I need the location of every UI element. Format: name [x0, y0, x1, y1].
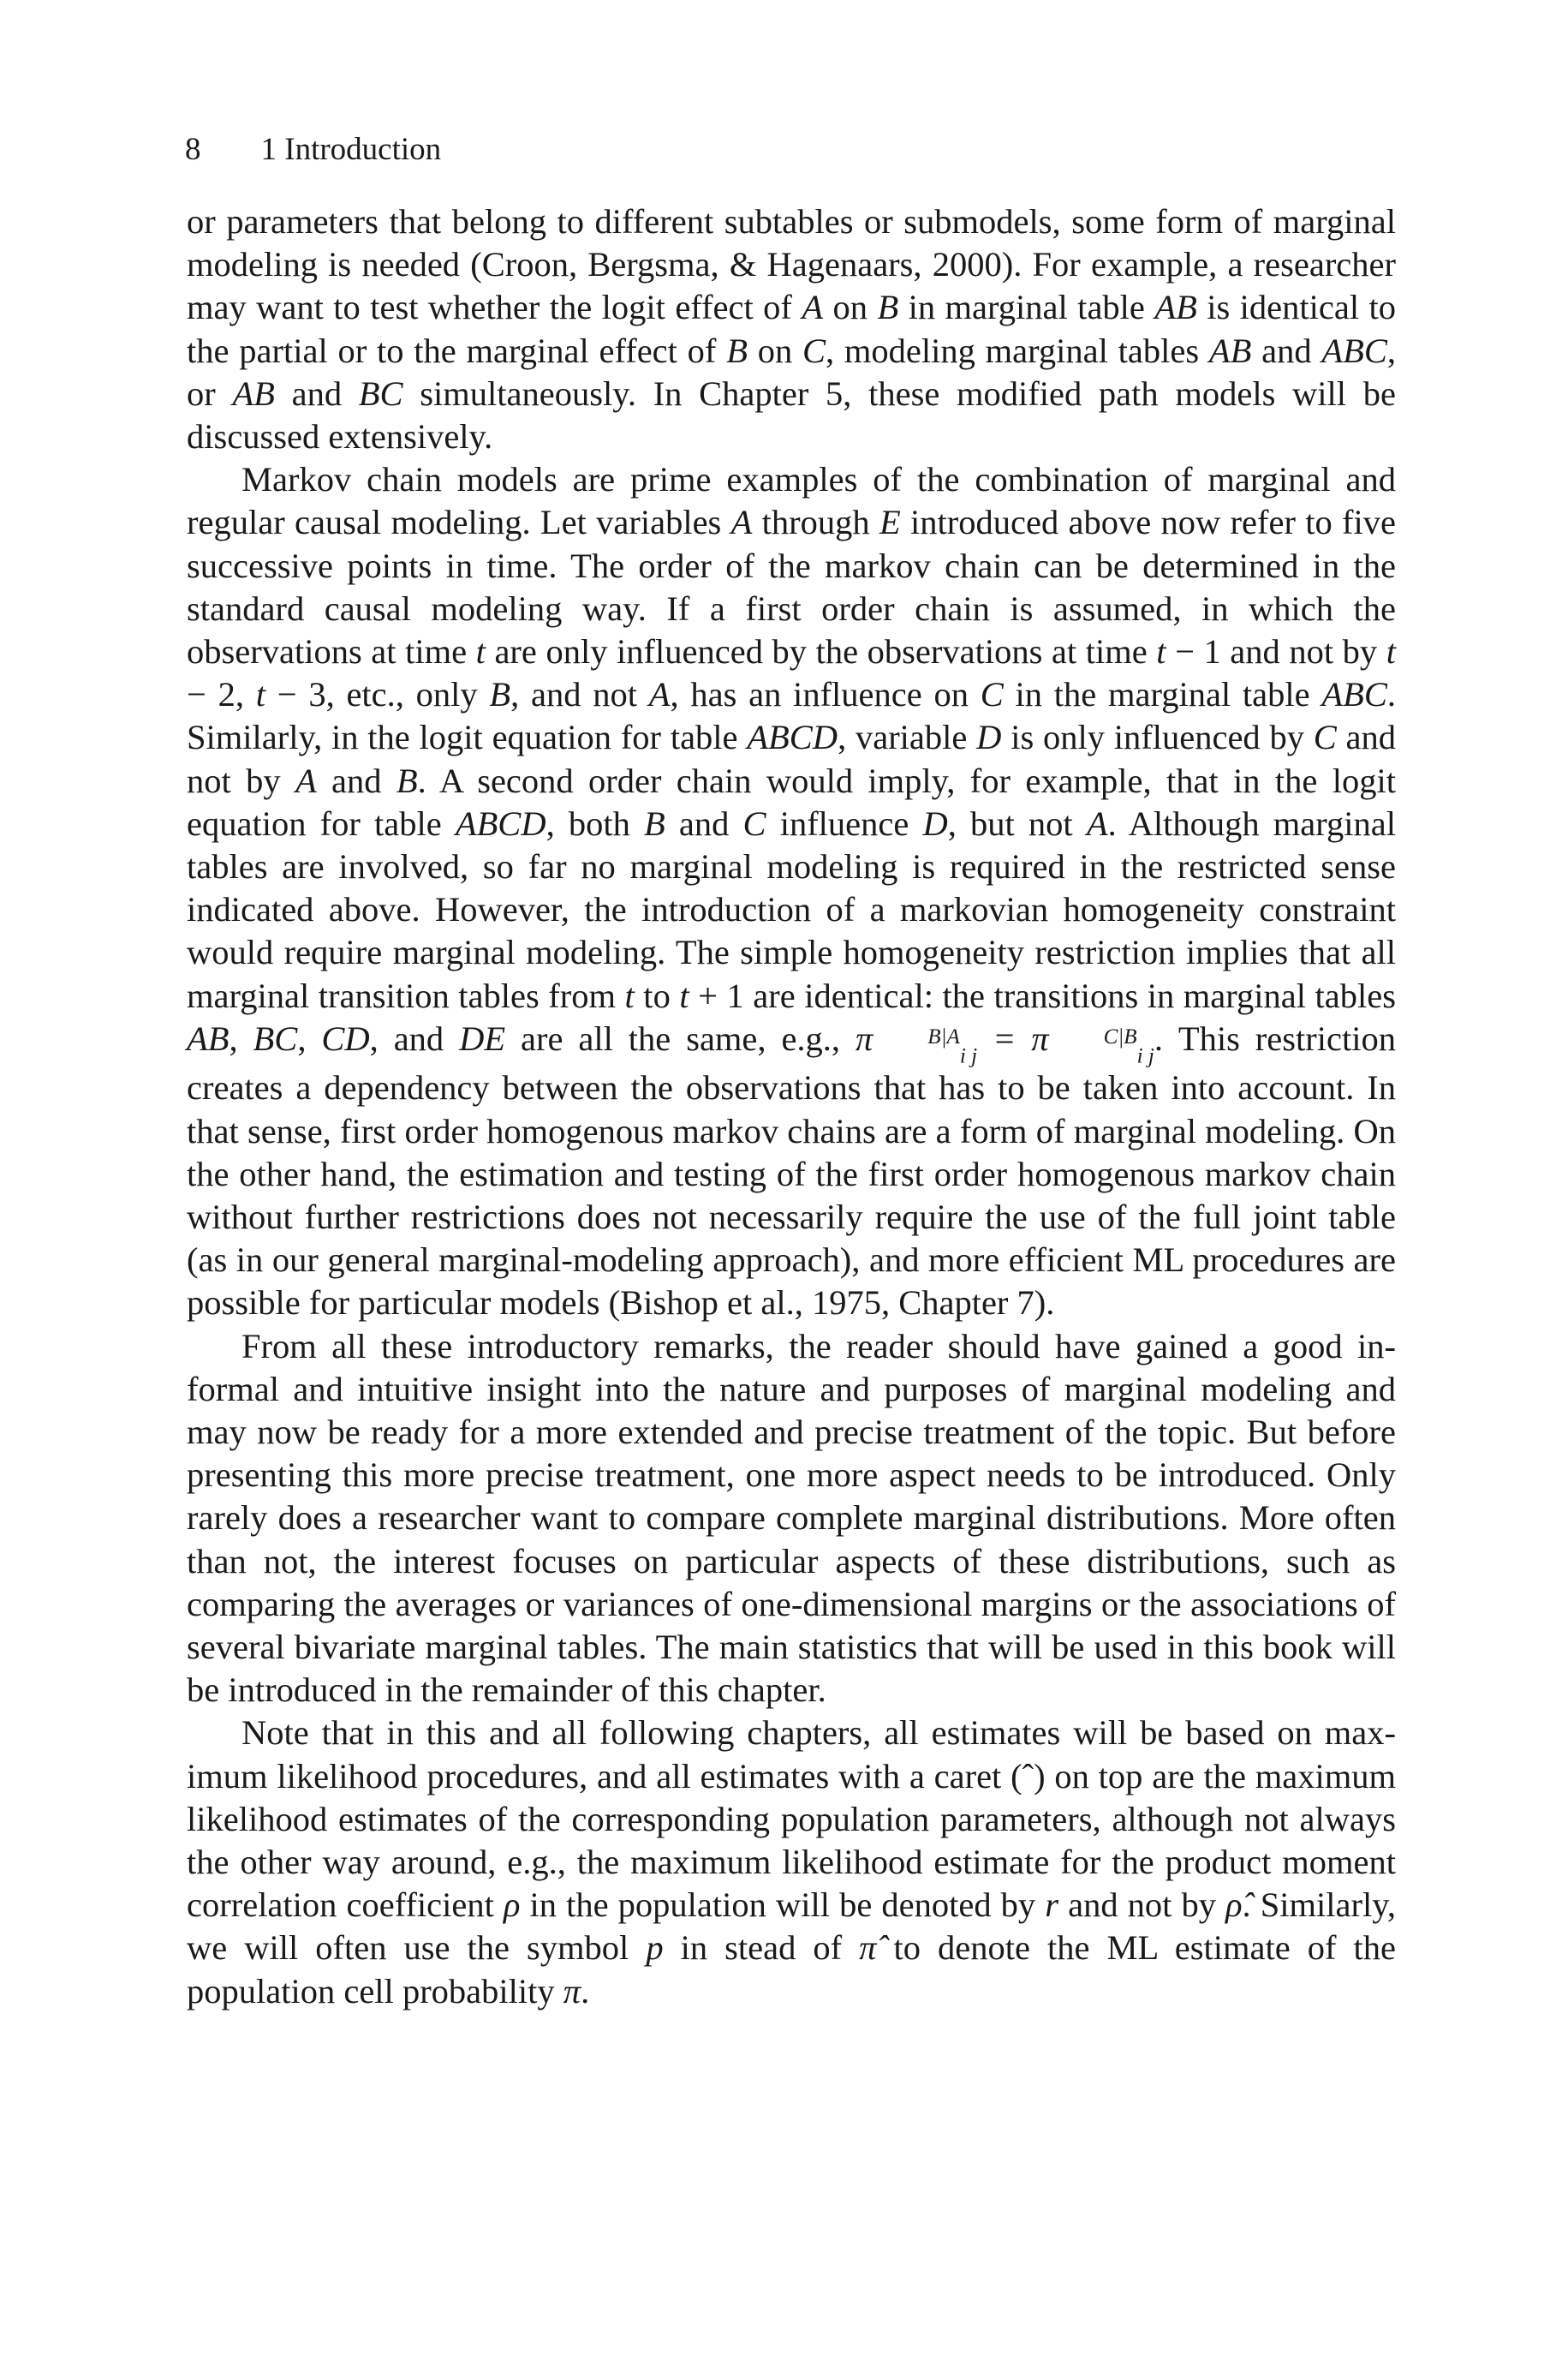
math-var: B: [396, 761, 418, 800]
math-var: C: [742, 804, 766, 843]
text-run: and: [665, 804, 743, 843]
math-script: [1049, 1025, 1154, 1068]
text-run: introduced above now refer to five successive points in time. The order of the markov chain can be determined in the standard causal modeling way. If a first order chain is assumed, in which the observations at time: [187, 503, 1396, 672]
math-var: t: [475, 632, 486, 672]
text-run: is identical to the partial or to the marginal effect of: [187, 288, 1397, 370]
text-run: , and not: [510, 675, 649, 714]
text-run: and not by: [187, 718, 1397, 800]
math-var: C: [980, 675, 1004, 714]
text-run: are only influenced by the observations at time: [485, 632, 1157, 672]
math-var: ρ: [503, 1885, 521, 1925]
text-run: influence: [766, 804, 923, 843]
text-run: , but not: [947, 804, 1087, 843]
math-var: A: [802, 288, 824, 327]
paragraph-1: [187, 200, 1396, 458]
text-run: . This restriction creates a dependency between the observations that has to be taken into account. In that sense, first order homogenous markov chains are a form of marginal modeling. On the other hand, the estimation and testing of the first order homogenous markov chain without further restrictions does not necessarily require the use of the full joint table (as in our general marginal-modeling approach), and more efficient ML procedures are possible for particular models (Bishop et al., 1975, Chapter 7).: [187, 1019, 1397, 1323]
text-run: . Similarly, in the logit equation for table: [187, 675, 1397, 757]
math-var: t: [679, 976, 689, 1015]
math-var: BC: [253, 1019, 298, 1058]
math-script: [873, 1025, 978, 1068]
text-run: simultaneously. In Chapter 5, these modified path models will be discussed extensively.: [187, 373, 1396, 457]
text-run: + 1 are identical: the transitions in marginal tables: [689, 976, 1396, 1015]
math-var: π: [855, 1019, 873, 1058]
text-run: and not by: [1058, 1885, 1226, 1925]
math-var: π̂: [859, 1928, 877, 1968]
text-run: is only influenced by: [1001, 718, 1314, 757]
text-run: and: [274, 373, 359, 413]
math-superscript: B|A: [927, 1025, 960, 1049]
math-var: AB: [232, 373, 275, 413]
math-equals: =: [977, 1019, 1032, 1058]
chapter-title: 1 Introduction: [260, 132, 442, 167]
text-run: , variable: [838, 718, 977, 757]
math-var: t: [1386, 632, 1396, 672]
text-run: Markov chain models are prime examples of the combination of marginal and regular causal modeling. Let variables: [187, 460, 1396, 542]
math-var: r: [1045, 1885, 1059, 1925]
text-run: or parameters that belong to different subtables or submodels, some form of marginal modeling is needed (Croon, Bergsma, & Hagenaars, 2000). For example, a researcher may want to test whether the logit effect of: [187, 202, 1396, 327]
text-run: Note that in this and all following chapters, all estimates will be based on maximum likelihood procedures, and all estimates with a caret (ˆ) on top are the maximum likelihood estimates of the corresponding population parameters, although not always the other way around, e.g., the maximum likelihood estimate for the product moment correlation coefficient: [187, 1713, 1396, 1925]
text-run: and: [316, 761, 396, 800]
transition-formula: [855, 1019, 1154, 1068]
text-run: to: [634, 976, 680, 1015]
text-run: , and: [369, 1019, 460, 1058]
math-var: t: [624, 976, 635, 1015]
math-var: AB: [1154, 288, 1197, 327]
math-subscript: i j: [1136, 1044, 1154, 1068]
text-run: in stead of: [663, 1928, 860, 1968]
math-subscript: i j: [959, 1044, 978, 1068]
math-var: ABCD: [747, 718, 838, 757]
math-var: A: [648, 675, 671, 714]
text-run: . A second order chain would imply, for example, that in the logit equation for table: [187, 761, 1396, 843]
text-run: , both: [546, 804, 644, 843]
text-run: ,: [229, 1019, 253, 1058]
math-var: t: [255, 675, 265, 714]
text-run: on: [747, 331, 802, 370]
text-run: ,: [297, 1019, 322, 1058]
math-var: π: [563, 1971, 581, 2011]
math-var: C: [1313, 718, 1337, 757]
text-run: in the population will be denoted by: [520, 1885, 1046, 1925]
math-var: A: [295, 761, 317, 800]
math-var: p: [646, 1928, 664, 1968]
math-var: ABC: [1321, 331, 1387, 370]
text-run: are all the same, e.g.,: [505, 1019, 856, 1058]
math-var: E: [879, 503, 901, 542]
page-number: 8: [185, 132, 201, 167]
math-var: B: [644, 804, 665, 843]
math-var: C: [802, 331, 826, 370]
math-var: D: [922, 804, 948, 843]
paragraph-4: [187, 1712, 1396, 2012]
text-run: in marginal table: [898, 288, 1155, 327]
text-run: , has an influence on: [670, 675, 981, 714]
text-run: . Similarly, we will often use the symbol: [187, 1885, 1396, 1968]
math-var: B: [489, 675, 511, 714]
math-var: ABC: [1321, 675, 1387, 714]
text-run: − 3, etc., only: [265, 675, 490, 714]
text-run: , modeling marginal tables: [826, 331, 1209, 370]
math-var: ρ̂: [1225, 1885, 1243, 1925]
math-var: π: [1031, 1019, 1049, 1058]
text-run: through: [752, 503, 879, 542]
paragraph-2: [187, 458, 1396, 1324]
math-var: ABCD: [455, 804, 546, 843]
running-header: [185, 128, 441, 171]
math-var: B: [877, 288, 899, 327]
text-run: − 1 and not by: [1166, 632, 1386, 672]
text-run: on: [823, 288, 878, 327]
text-run: in the marginal table: [1003, 675, 1322, 714]
math-var: D: [976, 718, 1002, 757]
math-var: A: [1086, 804, 1108, 843]
math-var: DE: [459, 1019, 506, 1058]
math-var: t: [1156, 632, 1166, 672]
text-run: to denote the ML estimate of the population cell probability: [187, 1928, 1396, 2011]
math-var: AB: [1208, 331, 1252, 370]
body-text: [187, 200, 1396, 2013]
math-var: CD: [321, 1019, 370, 1058]
text-run: − 2,: [187, 675, 256, 714]
paragraph-3: From all these introductory remarks, the reader should have gained a good informal and intuitive insight into the nature and purposes of marginal modeling and may now be ready for a more extended and precise treatment of the topic. But before presenting this more precise treatment, one more aspect needs to be introduced. Only rarely does a researcher want to compare complete marginal distributions. More often than not, the interest focuses on particular aspects of these distributions, such as comparing the averages or variances of one-dimensional margins or the associations of several bivariate marginal tables. The main statistics that will be used in this book will be introduced in the remainder of this chapter.: [187, 1326, 1396, 1710]
text-run: .: [581, 1971, 590, 2011]
math-var: A: [730, 503, 753, 542]
text-run: , or: [187, 331, 1397, 413]
math-var: B: [726, 331, 748, 370]
math-var: AB: [187, 1019, 230, 1058]
math-superscript: C|B: [1103, 1025, 1137, 1049]
math-var: BC: [358, 373, 403, 413]
text-run: . Although marginal tables are involved, so far no marginal modeling is required in the restricted sense indicated above. However, the introduction of a markovian homogeneity constraint would require marginal modeling. The simple homogeneity restriction implies that all marginal transition tables from: [187, 804, 1396, 1015]
text-run: and: [1251, 331, 1322, 370]
